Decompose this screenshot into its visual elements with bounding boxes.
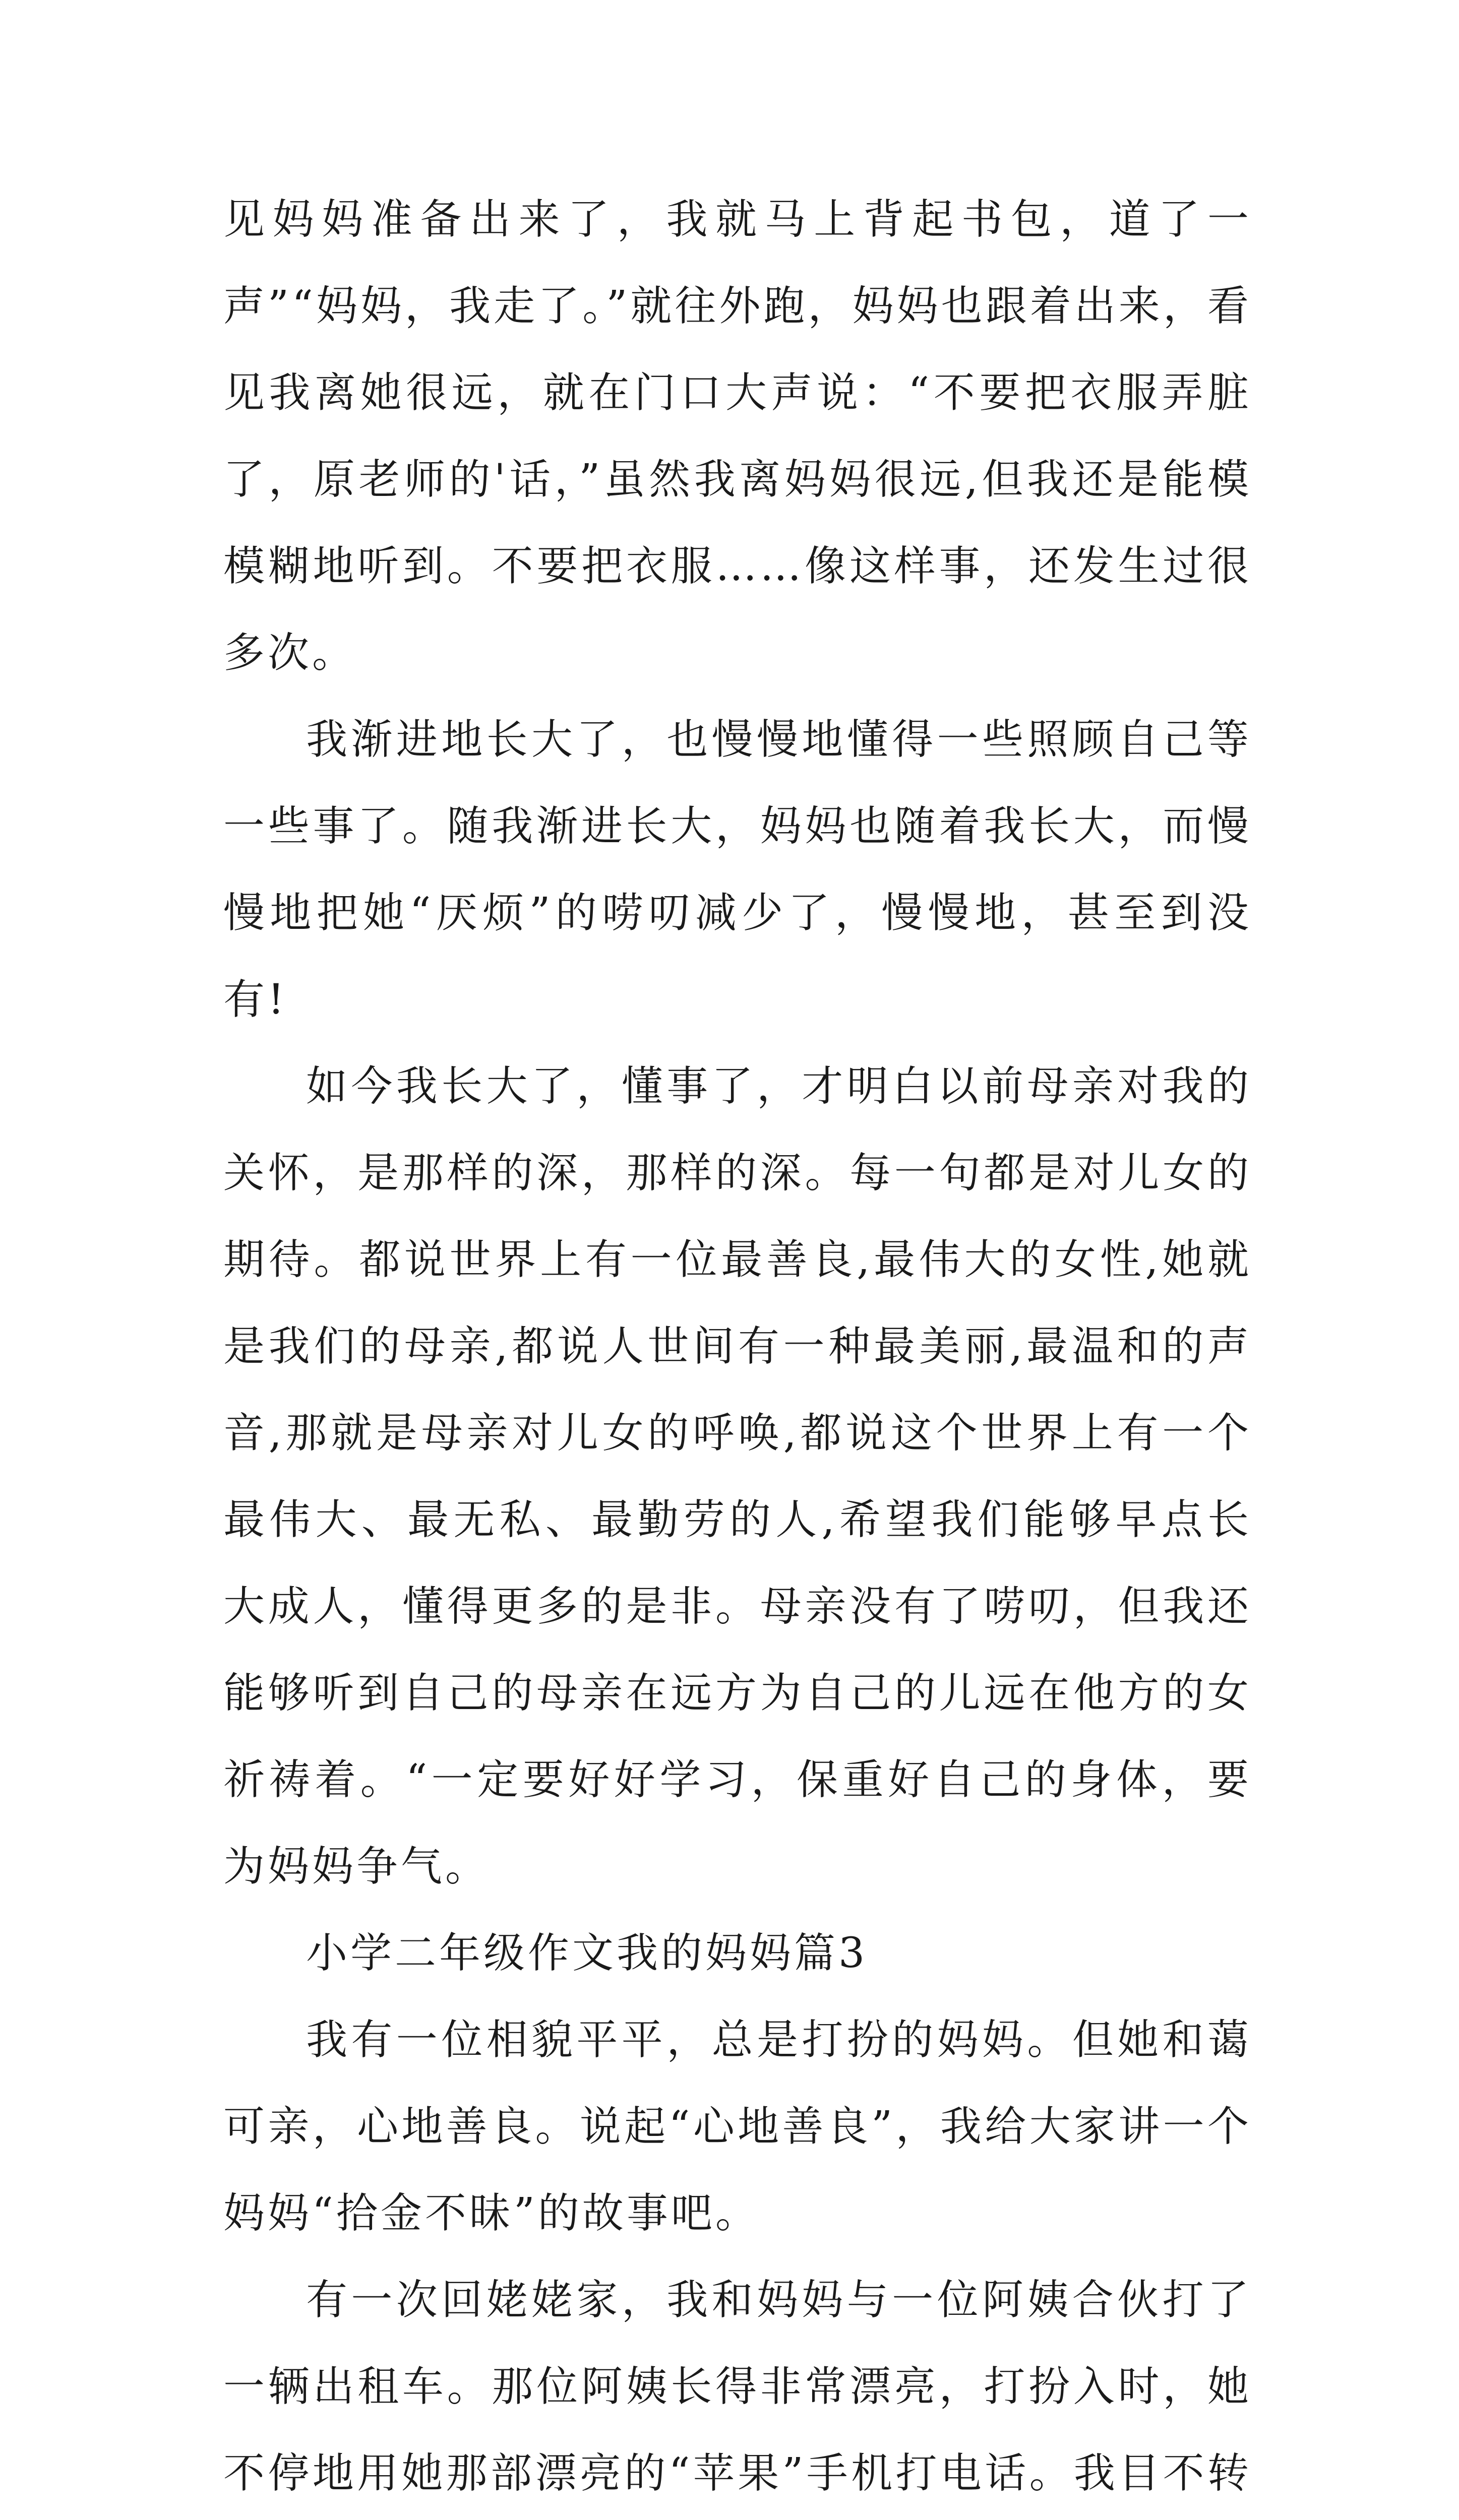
document-body bbox=[223, 176, 1252, 2520]
section-heading: 小学二年级作文我的妈妈篇3 bbox=[306, 1929, 868, 1977]
paragraph-1: 见妈妈准备出来了，我就马上背起书包，道了一声”“妈妈，我走了。”就往外跑，妈妈也跟着出来，看见我离她很远，就在门口大声说：“不要把衣服弄脏了，原老师的'话，”虽然我离妈妈很远,但我还是能模模糊地听到。不要把衣服……像这样事，还发生过很多次。 bbox=[223, 196, 1252, 677]
paragraph-4: 我有一位相貌平平，总是打扮的妈妈。但她和蔼可亲，心地善良。说起“心地善良”，我给大家讲一个妈妈“拾金不昧”的故事吧。 bbox=[223, 2016, 1252, 2237]
paragraph-2: 我渐进地长大了，也慢慢地懂得一些照顾自己等一些事了。随我渐进长大，妈妈也随着我长大，而慢慢地把她“厌烦”的唠叨减少了，慢慢地，甚至到没有! bbox=[223, 716, 1252, 1024]
paragraph-3: 如今我长大了，懂事了，才明白以前母亲对我的关怀，是那样的深，那样的深。每一句都是对儿女的期待。都说世界上有一位最善良,最伟大的女性,她就是我们的母亲,都说人世间有一种最美丽,最温和的声音,那就是母亲对儿女的呼唤,都说这个世界上有一个最伟大、最无私、最勤劳的人,希望我们能够早点长大成人，懂得更多的是非。母亲没有了唠叨，但我还能够听到自己的母亲在远方为自己的儿远在他方的女祈祷着。“一定要好好学习，保重好自己的身体，要为妈妈争气。 bbox=[223, 1062, 1252, 1891]
paragraph-5: 有一次回姥姥家，我和妈妈与一位阿姨合伙打了一辆出租车。那位阿姨长得非常漂亮，打扮入时，她不停地用她那部漂亮的“苹果”手机打电话。我目不转 bbox=[223, 2276, 1252, 2497]
